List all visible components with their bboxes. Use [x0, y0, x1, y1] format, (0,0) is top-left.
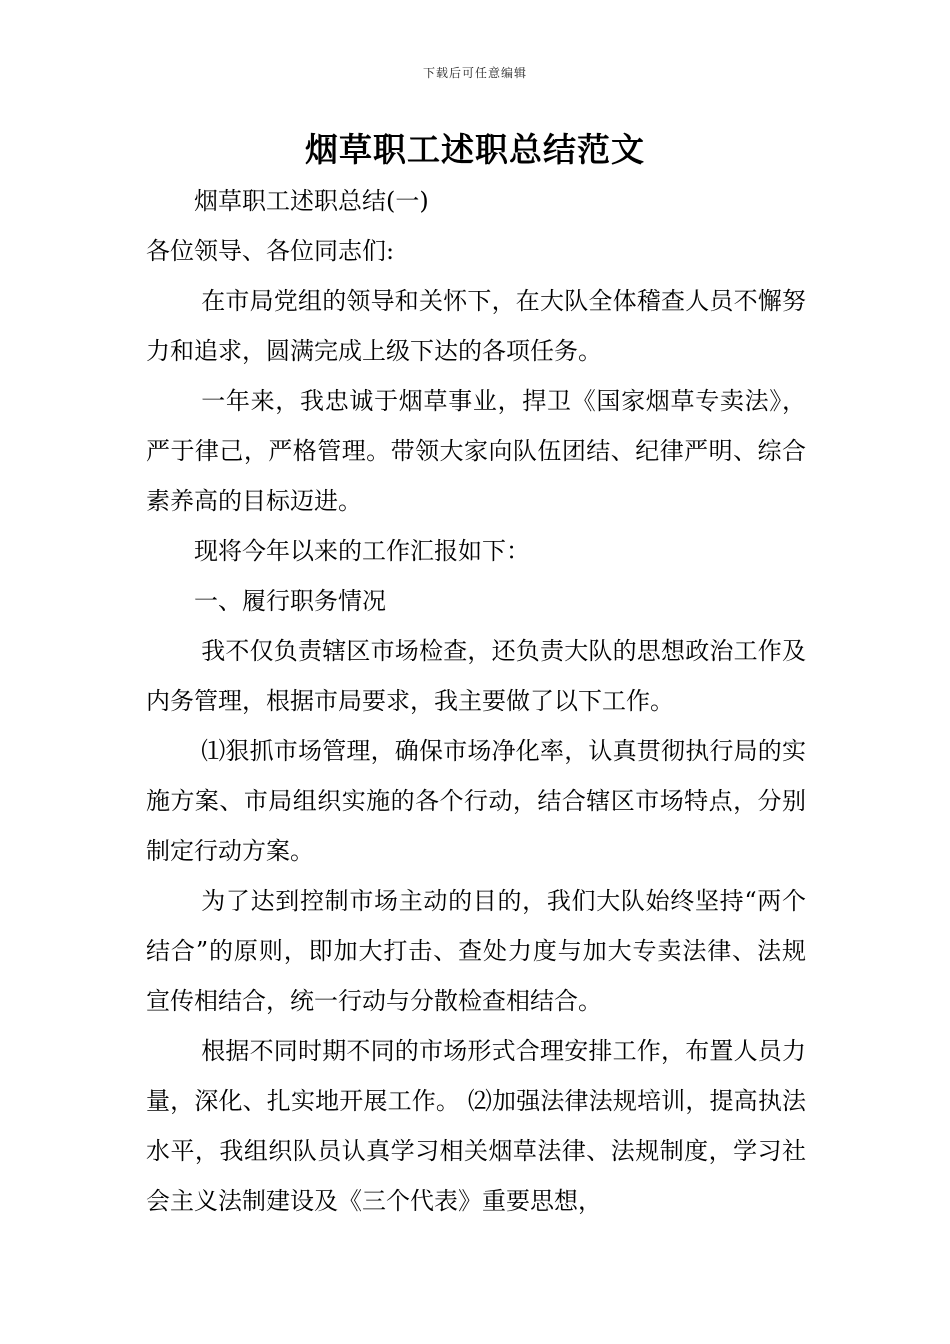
- body-paragraph-5: ⑴狠抓市场管理，确保市场净化率，认真贯彻执行局的实施方案、市局组织实施的各个行动，结合辖区市场特点，分别制定行动方案。: [146, 737, 806, 865]
- salutation-paragraph: 各位领导、各位同志们:: [146, 237, 395, 265]
- body-paragraph-7: 根据不同时期不同的市场形式合理安排工作，布置人员力量，深化、扎实地开展工作。 ⑵加强法律法规培训，提高执法水平，我组织队员认真学习相关烟草法律、法规制度，学习社会主义法制建设及《三个代表》重要思想，: [146, 1037, 806, 1215]
- document-title: 烟草职工述职总结范文: [305, 130, 645, 169]
- body-paragraph-6: 为了达到控制市场主动的目的，我们大队始终坚持“两个结合”的原则，即加大打击、查处力度与加大专卖法律、法规宣传相结合，统一行动与分散检查相结合。: [146, 887, 806, 1015]
- body-paragraph-1: 在市局党组的领导和关怀下，在大队全体稽查人员不懈努力和追求，圆满完成上级下达的各项任务。: [146, 287, 806, 365]
- subtitle-paragraph: 烟草职工述职总结(一): [194, 187, 429, 215]
- body-paragraph-2: 一年来，我忠诚于烟草事业，捍卫《国家烟草专卖法》，严于律己，严格管理。带领大家向队伍团结、纪律严明、综合素养高的目标迈进。: [146, 387, 806, 515]
- section-heading: 一、履行职务情况: [194, 587, 386, 615]
- header-note: 下载后可任意编辑: [422, 66, 527, 80]
- body-paragraph-3: 现将今年以来的工作汇报如下：: [194, 537, 530, 565]
- document-body: [146, 176, 806, 1226]
- body-paragraph-4: 我不仅负责辖区市场检查，还负责大队的思想政治工作及内务管理，根据市局要求，我主要做了以下工作。: [146, 637, 806, 715]
